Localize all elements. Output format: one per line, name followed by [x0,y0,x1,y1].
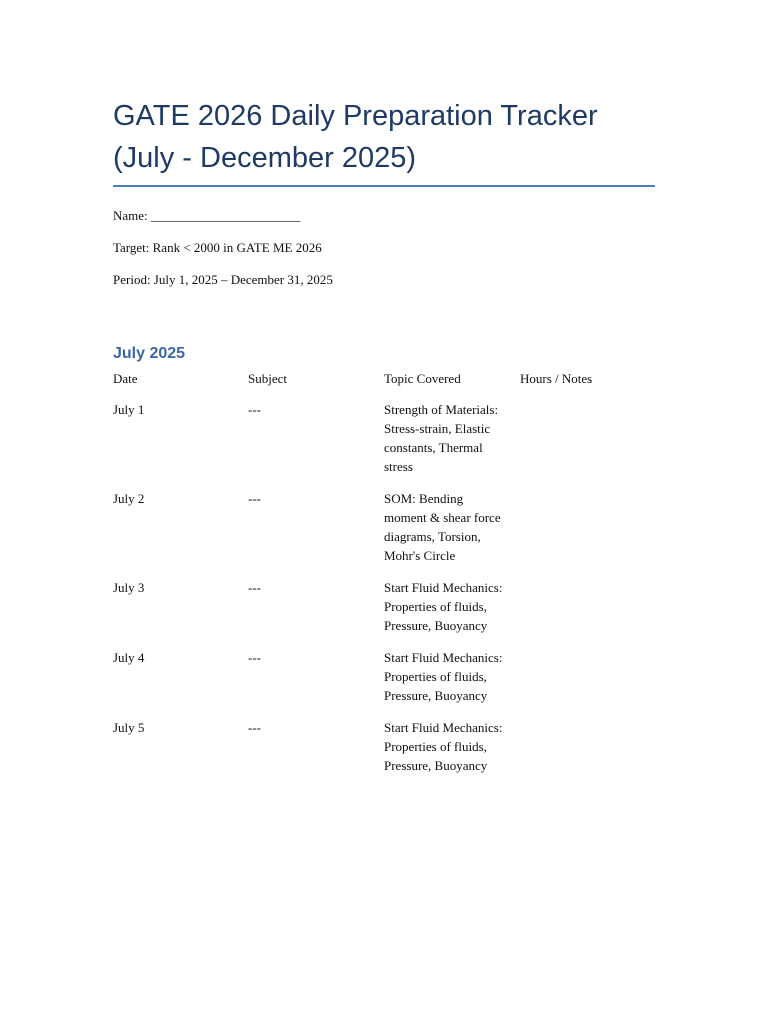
notes-cell [520,578,655,635]
date-cell: July 5 [113,720,145,735]
name-field-line: Name: _______________________ [113,208,301,223]
notes-cell [520,489,655,565]
topic-cell: Strength of Materials: Stress-strain, Elastic constants, Thermal stress [384,402,499,474]
notes-cell [520,648,655,705]
topic-cell: Start Fluid Mechanics: Properties of fluids, Pressure, Buoyancy [384,580,503,633]
date-cell: July 4 [113,650,145,665]
date-cell: July 1 [113,402,145,417]
document-title: GATE 2026 Daily Preparation Tracker (July - December 2025) [113,95,655,187]
column-header-topic: Topic Covered [384,371,461,386]
column-header-date: Date [113,371,138,386]
notes-cell [520,718,655,775]
notes-cell [520,400,655,476]
tracker-table [113,369,655,775]
subject-cell: --- [248,402,261,417]
topic-cell: Start Fluid Mechanics: Properties of fluids, Pressure, Buoyancy [384,720,503,773]
column-header-subject: Subject [248,371,287,386]
month-heading: July 2025 [113,345,186,362]
subject-cell: --- [248,720,261,735]
column-header-notes: Hours / Notes [520,371,593,386]
topic-cell: Start Fluid Mechanics: Properties of fluids, Pressure, Buoyancy [384,650,503,703]
period-line: Period: July 1, 2025 – December 31, 2025 [113,272,333,287]
subject-cell: --- [248,491,261,506]
topic-cell: SOM: Bending moment & shear force diagrams, Torsion, Mohr's Circle [384,491,501,563]
target-line: Target: Rank < 2000 in GATE ME 2026 [113,240,322,255]
table-row [113,648,655,705]
subject-cell: --- [248,580,261,595]
table-header-row [113,369,655,388]
table-row [113,400,655,476]
date-cell: July 3 [113,580,145,595]
table-row [113,718,655,775]
table-row [113,578,655,635]
subject-cell: --- [248,650,261,665]
table-row [113,489,655,565]
document-page [113,95,655,788]
date-cell: July 2 [113,491,145,506]
